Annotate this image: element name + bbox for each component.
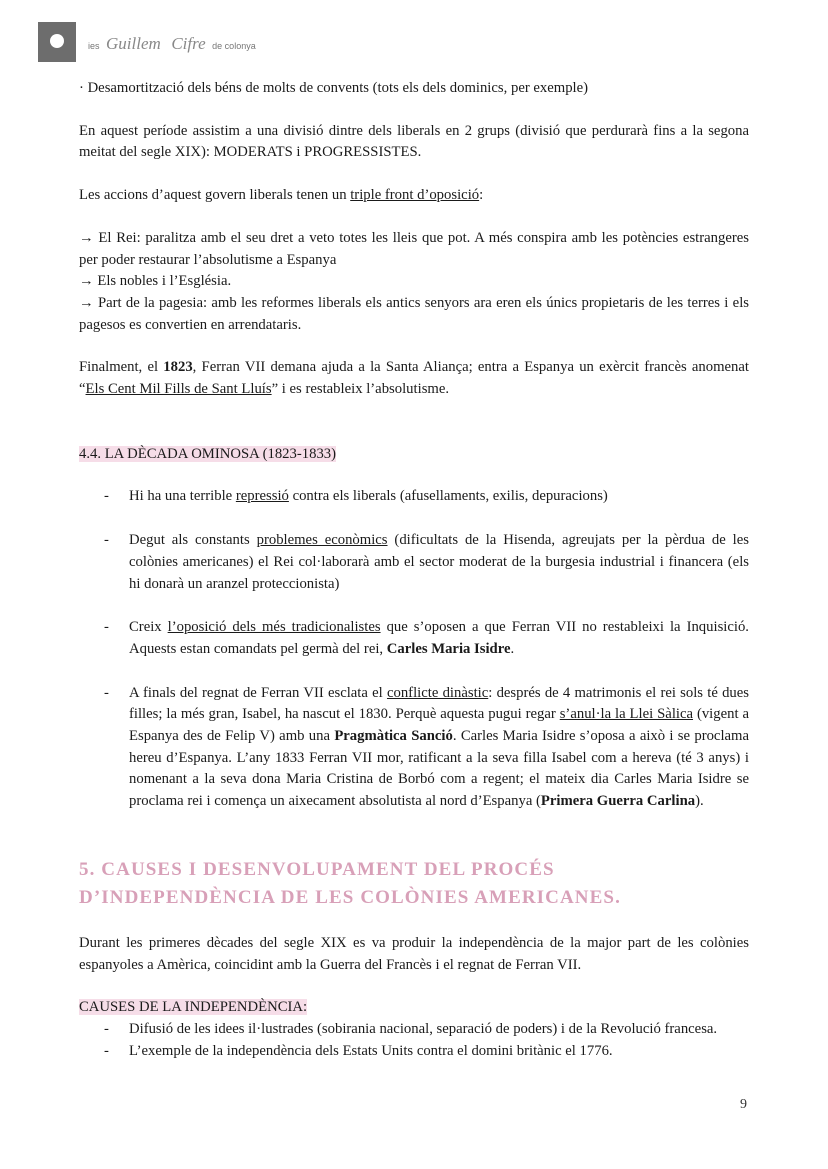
opposition-item: → Els nobles i l’Església. xyxy=(79,273,232,290)
section-title-independencia: 5. CAUSES I DESENVOLUPAMENT DEL PROCÉS D’INDEPENDÈNCIA DE LES COLÒNIES AMERICANES. xyxy=(79,858,621,908)
page-content xyxy=(79,78,749,1062)
opposition-item: → El Rei: paralitza amb el seu dret a veto totes les lleis que pot. A més conspira amb les potències estrangeres per poder restaurar l’absolutisme a Espanya xyxy=(79,229,749,268)
paragraph-independencia-intro: Durant les primeres dècades del segle XIX es va produir la independència de la major part de les colònies espanyoles a Amèrica, coincidint amb la Guerra del Francès i el regnat de Ferran VII. xyxy=(79,934,749,973)
section-title-decada-ominosa: 4.4. LA DÈCADA OMINOSA (1823-1833) xyxy=(79,445,337,462)
opposition-item: → Part de la pagesia: amb les reformes liberals els antics senyors ara eren els únics propietaris de les terres i els pagesos es convertien en arrendataris. xyxy=(79,294,749,333)
causes-list xyxy=(79,1019,749,1062)
decada-ominosa-list xyxy=(79,486,749,812)
school-logo-icon xyxy=(38,22,76,62)
list-item: - Creix l’oposició dels més tradicionalistes que s’oposen a que Ferran VII no restableixi la Inquisició. Aquests estan comandats pel germà del rei, Carles Maria Isidre. xyxy=(79,617,749,660)
list-item: - A finals del regnat de Ferran VII esclata el conflicte dinàstic: després de 4 matrimonis el rei sols té dues filles; la més gran, Isabel, ha nascut el 1830. Perquè aquesta pugui regar s’anul·la la Llei Sàlica (vigent a Espanya des de Felip V) amb una Pragmàtica Sanció. Carles Maria Isidre s’oposa a això i se proclama hereu d’Espanya. L’any 1833 Ferran VII mor, ratificant a la seva filla Isabel com a hereva (té 3 anys) i nomenant a la seva dona Maria Cristina de Borbó com a regent; el mateix dia Carles Maria Isidre se proclama rei i comença un aixecament absolutista al nord d’Espanya (Primera Guerra Carlina). xyxy=(79,683,749,813)
list-item: - Degut als constants problemes econòmics (dificultats de la Hisenda, agreujats per la pèrdua de les colònies americanes) el Rei col·laborarà amb el sector moderat de la burgesia industrial i financera (els hi donarà un aranzel proteccionista) xyxy=(79,530,749,595)
list-item: - Hi ha una terrible repressió contra els liberals (afusellaments, exilis, depuracions) xyxy=(79,486,749,508)
list-item: - Difusió de les idees il·lustrades (sobirania nacional, separació de poders) i de la Revolució francesa. xyxy=(79,1019,749,1041)
school-name: ies Guillem Cifre de colonya xyxy=(88,34,256,53)
page-number: 9 xyxy=(740,1097,747,1112)
causes-title: CAUSES DE LA INDEPENDÈNCIA: xyxy=(79,999,308,1016)
paragraph-1823: Finalment, el 1823, Ferran VII demana ajuda a la Santa Aliança; entra a Espanya un exèrcit francès anomenat “Els Cent Mil Fills de Sant Lluís” i es restableix l’absolutisme. xyxy=(79,359,749,398)
list-item: - L’exemple de la independència dels Estats Units contra el domini britànic el 1776. xyxy=(79,1041,749,1063)
paragraph-desamortitzacio: · Desamortització dels béns de molts de convents (tots els dels dominics, per exemple) xyxy=(79,80,589,96)
paragraph-oposicio: Les accions d’aquest govern liberals tenen un triple front d’oposició: xyxy=(79,187,484,204)
paragraph-divisio-liberals: En aquest període assistim a una divisió dintre dels liberals en 2 grups (divisió que perdurarà fins a la segona meitat del segle XIX): MODERATS i PROGRESSISTES. xyxy=(79,122,749,161)
